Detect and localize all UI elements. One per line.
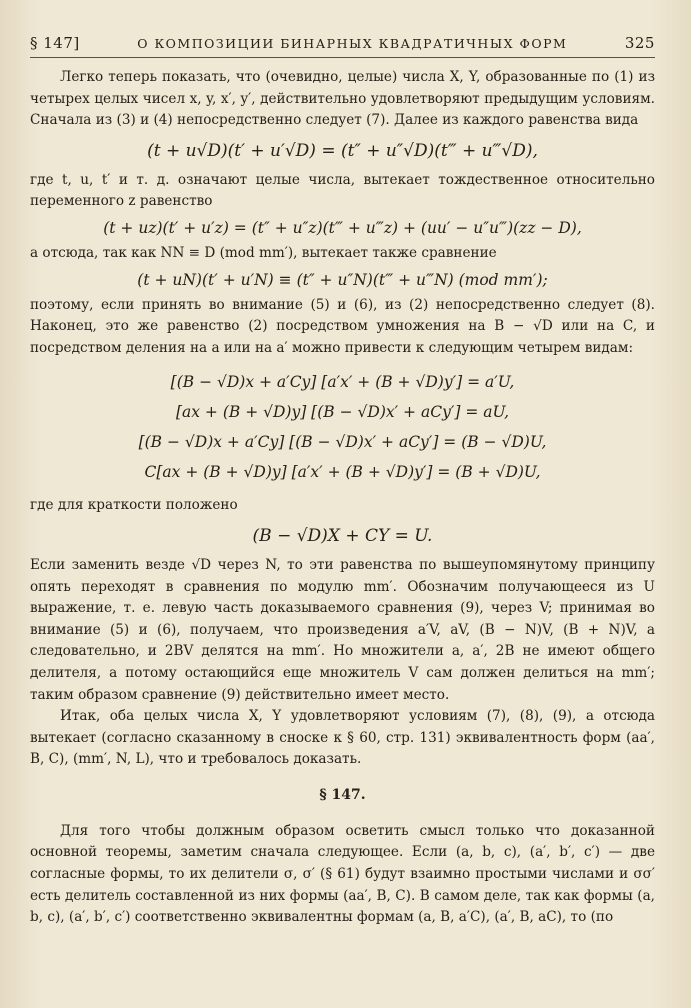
paragraph-3: а отсюда, так как NN ≡ D (mod mm′), вытекает также сравнение [30,244,497,261]
paragraph-2: где t, u, t′ и т. д. означают целые числа, вытекает тождественное относительно переменного z равенство [30,171,655,210]
paragraph-5: где для краткости положено [30,497,238,514]
header-title: О КОМПОЗИЦИИ БИНАРНЫХ КВАДРАТИЧНЫХ ФОРМ [137,36,568,51]
section-heading: § 147. [319,786,366,803]
paragraph-6: Если заменить везде √D через N, то эти равенства по вышеупомянутому принципу опять переходят в сравнения по модулю mm′. Обозначим получающееся из U выражение, т. е. левую часть доказываемого сравнения (9), через V; принимая во внимание (5) и (6), получаем, что произведения a′V, aV, (B − N)V, (B + N)V, а следовательно, и 2BV делятся на mm′. Но множители a, a′, 2B не имеют общего делителя, а потому остающийся еще множитель V сам должен делиться на mm′; таким образом сравнение (9) действительно имеет место. [30,556,655,703]
formula-2: (t + uz)(t′ + u′z) = (t″ + u″z)(t‴ + u‴z) + (uu′ − u″u‴)(zz − D), [103,218,582,237]
formula-5: (B − √D)X + CY = U. [252,525,433,546]
formula-3: (t + uN)(t′ + u′N) ≡ (t″ + u″N)(t‴ + u‴N) (mod mm′); [137,270,548,289]
paragraph-1: Легко теперь показать, что (очевидно, целые) числа X, Y, образованные по (1) из четырех целых чисел x, y, x′, y′, действительно удовлетворяют предыдущим условиям. Сначала из (3) и (4) непосредственно следует (7). Далее из каждого равенства вида [30,69,655,129]
formula-4-line-4: C[ax + (B + √D)y] [a′x′ + (B + √D)y′] = (B + √D)U, [144,463,541,482]
header-page-number: 325 [624,34,655,52]
formula-4-line-2: [ax + (B + √D)y] [(B − √D)x′ + aCy′] = aU, [175,403,510,422]
formula-4-line-1: [(B − √D)x + a′Cy] [a′x′ + (B + √D)y′] = a′U, [170,373,515,392]
paragraph-7: Итак, оба целых числа X, Y удовлетворяют условиям (7), (8), (9), а отсюда вытекает (согласно сказанному в сноске к § 60, стр. 131) эквивалентность форм (aa′, B, C), (mm′, N, L), что и требовалось доказать. [30,708,655,768]
header-section-ref: § 147] [30,34,80,52]
paragraph-4: поэтому, если принять во внимание (5) и (6), из (2) непосредственно следует (8). Наконец, это же равенство (2) посредством умножения на B − √D или на C, и посредством деления на a или на a′ можно привести к следующим четырем видам: [30,296,655,356]
running-header [30,34,655,58]
formula-4-line-3: [(B − √D)x + a′Cy] [(B − √D)x′ + aCy′] = (B − √D)U, [138,433,547,452]
formula-1: (t + u√D)(t′ + u′√D) = (t″ + u″√D)(t‴ + u‴√D), [147,140,538,161]
paragraph-8: Для того чтобы должным образом осветить смысл только что доказанной основной теоремы, заметим сначала следующее. Если (a, b, c), (a′, b′, c′) — две согласные формы, то их делители σ, σ′ (§ 61) будут взаимно простыми числами и σσ′ есть делитель составленной из них формы (aa′, B, C). В самом деле, так как формы (a, b, c), (a′, b′, c′) соответственно эквивалентны формам (a, B, a′C), (a′, B, aC), то (по [30,822,655,926]
